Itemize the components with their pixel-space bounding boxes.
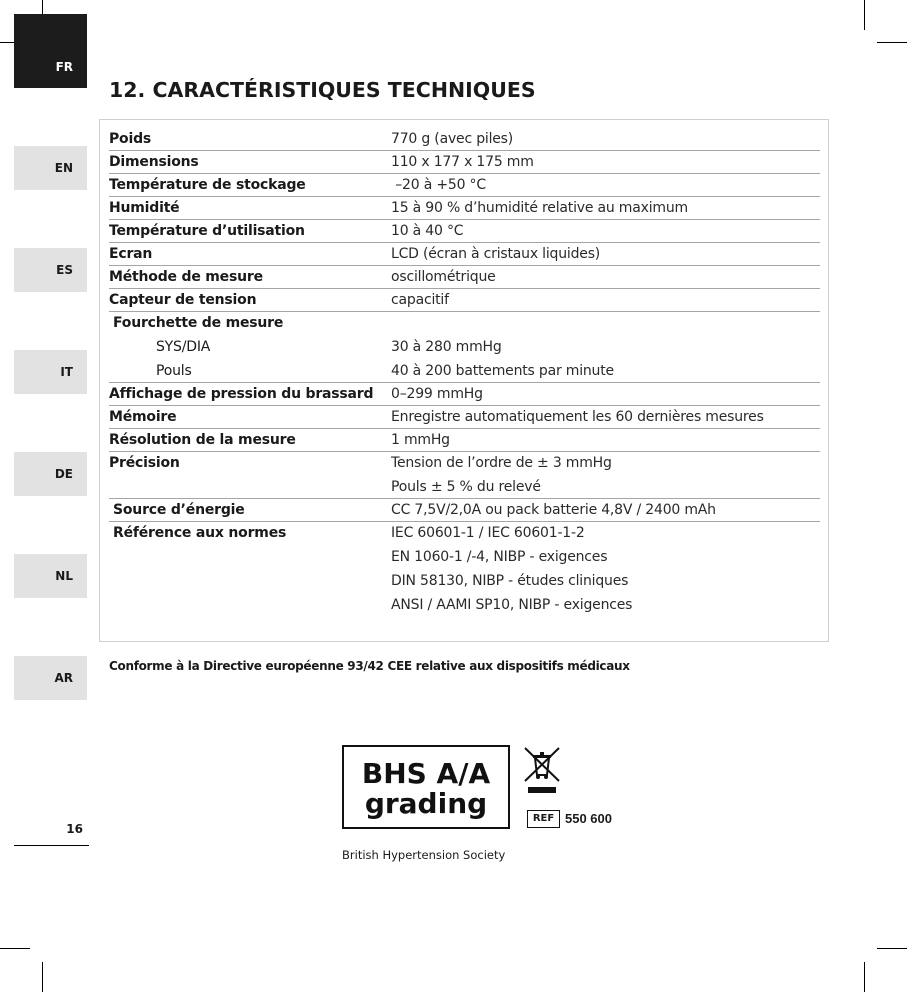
table-row xyxy=(109,312,820,336)
bhs-badge-line1: BHS A/A xyxy=(361,757,491,790)
table-row xyxy=(109,243,820,266)
crop-mark xyxy=(877,948,907,949)
spec-value: oscillométrique xyxy=(391,269,496,285)
spec-label: Capteur de tension xyxy=(109,292,257,308)
table-row xyxy=(109,197,820,220)
spec-label: Humidité xyxy=(109,200,180,216)
table-row xyxy=(109,383,820,406)
spec-label: Ecran xyxy=(109,246,153,262)
spec-value: DIN 58130, NIBP - études cliniques xyxy=(391,573,629,589)
spec-label: Précision xyxy=(109,455,180,471)
crop-mark xyxy=(0,948,30,949)
spec-value: Pouls ± 5 % du relevé xyxy=(391,479,541,495)
page-title: 12. CARACTÉRISTIQUES TECHNIQUES xyxy=(109,78,536,102)
spec-value: EN 1060-1 /-4, NIBP - exigences xyxy=(391,549,608,565)
crop-mark xyxy=(877,42,907,43)
spec-value: IEC 60601-1 / IEC 60601-1-2 xyxy=(391,525,585,541)
spec-value xyxy=(391,312,820,336)
crop-mark xyxy=(42,962,43,992)
table-row xyxy=(109,546,820,570)
table-row xyxy=(109,406,820,429)
spec-value: capacitif xyxy=(391,292,449,308)
crop-mark xyxy=(864,962,865,992)
spec-value: Enregistre automatiquement les 60 dernières mesures xyxy=(391,409,764,425)
lang-tab-nl[interactable]: NL xyxy=(14,554,87,598)
table-row xyxy=(109,174,820,197)
table-row xyxy=(109,289,820,312)
page-number-divider xyxy=(14,845,89,846)
bhs-grading-badge xyxy=(342,745,510,829)
spec-label: Dimensions xyxy=(109,154,199,170)
spec-label: Température de stockage xyxy=(109,177,306,193)
spec-label xyxy=(109,570,391,594)
spec-label: Pouls xyxy=(156,363,192,379)
lang-tab-it[interactable]: IT xyxy=(14,350,87,394)
spec-label: Source d’énergie xyxy=(113,502,245,518)
conformity-note: Conforme à la Directive européenne 93/42 CEE relative aux dispositifs médicaux xyxy=(109,659,630,673)
spec-label xyxy=(109,594,391,618)
table-row xyxy=(109,220,820,243)
spec-label: Poids xyxy=(109,131,152,147)
table-row xyxy=(109,336,820,360)
lang-tab-ar[interactable]: AR xyxy=(14,656,87,700)
table-row xyxy=(109,570,820,594)
spec-label: Fourchette de mesure xyxy=(113,315,284,331)
bhs-badge-line2: grading xyxy=(364,787,488,820)
table-row xyxy=(109,266,820,289)
spec-label: Mémoire xyxy=(109,409,177,425)
table-row xyxy=(109,360,820,383)
lang-tab-fr[interactable]: FR xyxy=(14,14,87,88)
spec-value: 15 à 90 % d’humidité relative au maximum xyxy=(391,200,688,216)
table-row xyxy=(109,499,820,522)
spec-label: SYS/DIA xyxy=(156,339,211,355)
lang-tab-de[interactable]: DE xyxy=(14,452,87,496)
lang-tab-en[interactable]: EN xyxy=(14,146,87,190)
bhs-caption: British Hypertension Society xyxy=(342,848,506,862)
spec-value: 770 g (avec piles) xyxy=(391,131,514,147)
table-row xyxy=(109,429,820,452)
spec-value: 10 à 40 °C xyxy=(391,223,464,239)
spec-label: Résolution de la mesure xyxy=(109,432,296,448)
spec-value: 40 à 200 battements par minute xyxy=(391,363,614,379)
spec-value: 1 mmHg xyxy=(391,432,450,448)
lang-tab-es[interactable]: ES xyxy=(14,248,87,292)
table-row xyxy=(109,128,820,151)
table-row xyxy=(109,151,820,174)
table-row xyxy=(109,476,820,499)
spec-value: –20 à +50 °C xyxy=(391,177,486,193)
spec-label xyxy=(109,546,391,570)
crossed-out-bin-icon xyxy=(522,745,562,795)
spec-label: Méthode de mesure xyxy=(109,269,263,285)
spec-label: Température d’utilisation xyxy=(109,223,305,239)
crop-mark xyxy=(864,0,865,30)
spec-label xyxy=(109,476,391,498)
spec-value: 30 à 280 mmHg xyxy=(391,339,502,355)
table-row xyxy=(109,522,820,546)
spec-value: LCD (écran à cristaux liquides) xyxy=(391,246,601,262)
spec-value: 110 x 177 x 175 mm xyxy=(391,154,534,170)
spec-value: 0–299 mmHg xyxy=(391,386,483,402)
table-row xyxy=(109,594,820,618)
spec-value: CC 7,5V/2,0A ou pack batterie 4,8V / 2400 mAh xyxy=(391,502,716,518)
ref-number: 550 600 xyxy=(565,811,612,826)
spec-value: ANSI / AAMI SP10, NIBP - exigences xyxy=(391,597,633,613)
ref-label: REF xyxy=(527,810,560,828)
page-number: 16 xyxy=(66,822,83,836)
spec-table xyxy=(109,128,820,618)
spec-value: Tension de l’ordre de ± 3 mmHg xyxy=(391,455,612,471)
spec-label: Référence aux normes xyxy=(113,525,287,541)
table-row xyxy=(109,452,820,476)
spec-label: Affichage de pression du brassard xyxy=(109,386,374,402)
spec-table-frame xyxy=(99,119,829,642)
